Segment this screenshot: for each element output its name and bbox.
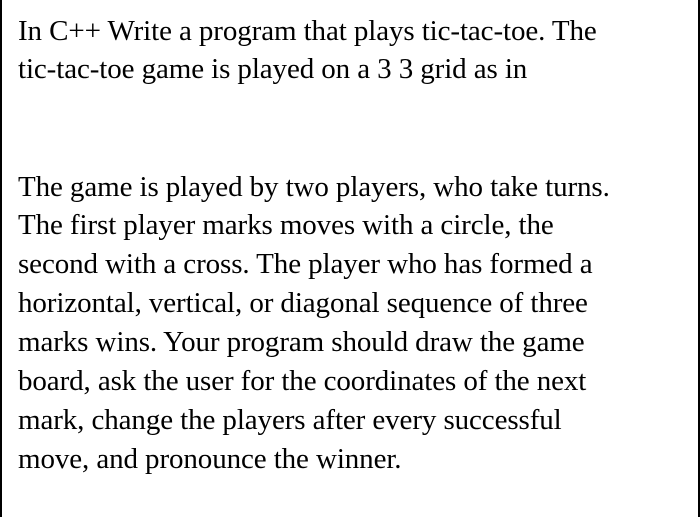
body-line-8: move, and pronounce the winner. [18, 443, 402, 475]
body-line-6: board, ask the user for the coordinates of the next [18, 365, 587, 397]
body-line-2: The first player marks moves with a circle, the [18, 209, 554, 241]
intro-line-2: tic-tac-toe game is played on a 3 3 grid as in [18, 53, 528, 85]
body-line-1: The game is played by two players, who take turns. [18, 171, 610, 203]
intro-line-1: In C++ Write a program that plays tic-tac-toe. The [18, 15, 597, 47]
body-line-4: horizontal, vertical, or diagonal sequence of three [18, 287, 588, 319]
body-line-3: second with a cross. The player who has formed a [18, 248, 593, 280]
body-line-5: marks wins. Your program should draw the game [18, 326, 585, 358]
body-line-7: mark, change the players after every successful [18, 404, 562, 436]
left-border-line [0, 0, 2, 517]
